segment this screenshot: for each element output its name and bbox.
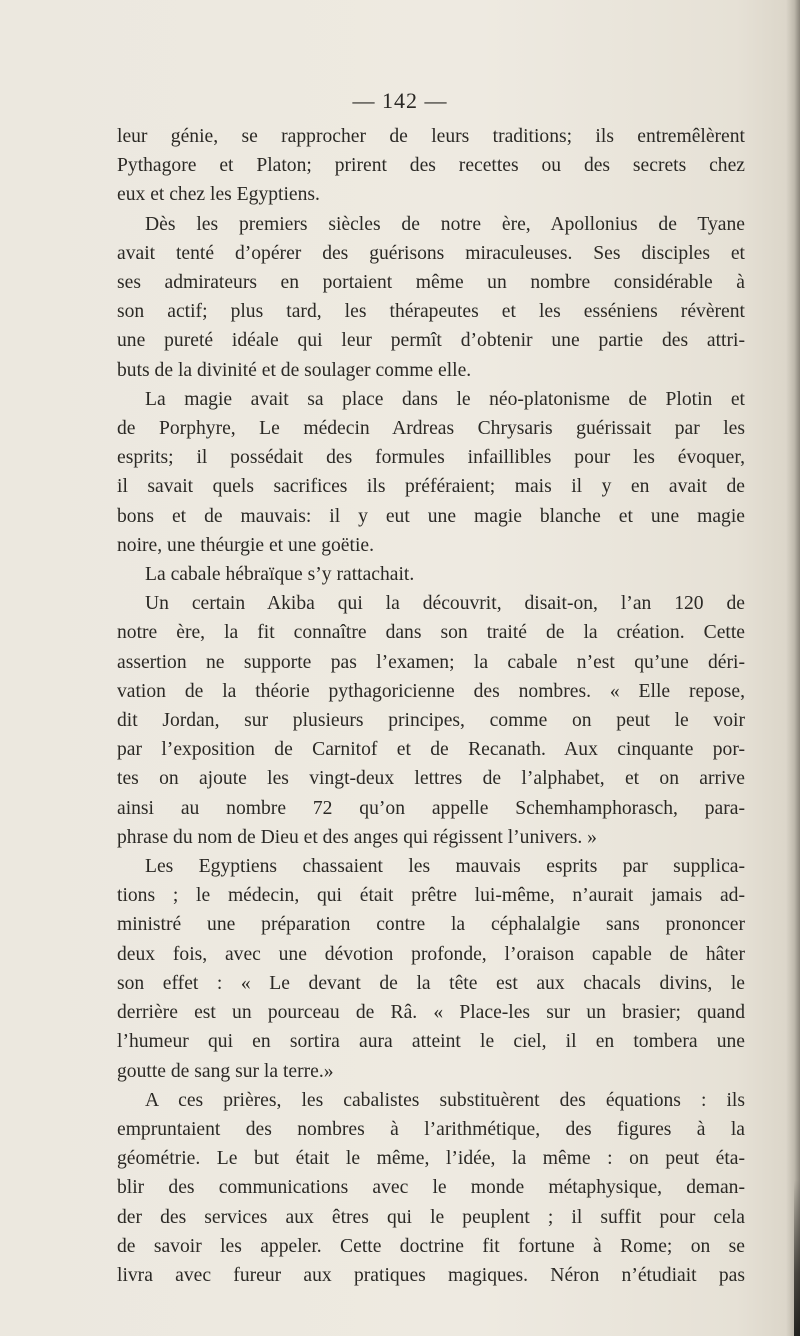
text-line: La cabale hébraïque s’y rattachait.	[145, 564, 415, 586]
page-edge-dark-corner	[794, 1180, 800, 1336]
text-line: dit Jordan, sur plusieurs principes, comme on peut le voir	[117, 710, 745, 732]
text-line: goutte de sang sur la terre.»	[117, 1060, 334, 1082]
page-number: — 142 —	[352, 88, 448, 113]
text-line: leur génie, se rapprocher de leurs traditions; ils entremêlèrent	[117, 126, 745, 147]
text-line: eux et chez les Egyptiens.	[117, 184, 320, 206]
text-line: bons et de mauvais: il y eut une magie blanche et une magie	[117, 505, 745, 527]
text-line: son effet : « Le devant de la tête est aux chacals divins, le	[117, 972, 745, 994]
text-line: il savait quels sacrifices ils préféraient; mais il y en avait de	[117, 476, 745, 498]
text-line: La magie avait sa place dans le néo-platonisme de Plotin et	[145, 388, 745, 410]
text-line: derrière est un pourceau de Râ. « Place-les sur un brasier; quand	[117, 1002, 745, 1024]
text-line: tes on ajoute les vingt-deux lettres de l’alphabet, et on arrive	[117, 768, 745, 790]
text-line: ses admirateurs en portaient même un nombre considérable à	[117, 272, 745, 294]
text-line: de savoir les appeler. Cette doctrine fit fortune à Rome; on se	[117, 1235, 745, 1257]
text-line: blir des communications avec le monde métaphysique, deman-	[117, 1177, 745, 1199]
text-line: par l’exposition de Carnitof et de Recanath. Aux cinquante por-	[117, 739, 745, 761]
text-line: A ces prières, les cabalistes substituèrent des équations : ils	[145, 1089, 745, 1111]
text-line: esprits; il possédait des formules infaillibles pour les évoquer,	[117, 447, 745, 469]
text-line: der des services aux êtres qui le peuplent ; il suffit pour cela	[117, 1206, 745, 1228]
text-line: ainsi au nombre 72 qu’on appelle Schemhamphorasch, para-	[117, 797, 745, 819]
text-line: Un certain Akiba qui la découvrit, disait-on, l’an 120 de	[145, 593, 745, 615]
text-line: livra avec fureur aux pratiques magiques. Néron n’étudiait pas	[117, 1264, 745, 1286]
text-line: assertion ne supporte pas l’examen; la cabale n’est qu’une déri-	[117, 651, 745, 673]
text-line: une pureté idéale qui leur permît d’obtenir une partie des attri-	[117, 330, 745, 352]
text-line: géométrie. Le but était le même, l’idée, la même : on peut éta-	[117, 1148, 745, 1170]
text-line: phrase du nom de Dieu et des anges qui régissent l’univers. »	[117, 826, 597, 848]
text-line: ministré une préparation contre la céphalalgie sans prononcer	[117, 914, 745, 936]
text-line: Pythagore et Platon; prirent des recettes ou des secrets chez	[117, 155, 745, 177]
text-line: deux fois, avec une dévotion profonde, l’oraison capable de hâter	[117, 943, 745, 965]
text-line: son actif; plus tard, les thérapeutes et les esséniens révèrent	[117, 301, 745, 323]
text-line: notre ère, la fit connaître dans son traité de la création. Cette	[117, 622, 745, 644]
body-text	[117, 122, 745, 1290]
text-line: de Porphyre, Le médecin Ardreas Chrysaris guérissait par les	[117, 418, 745, 440]
text-line: Les Egyptiens chassaient les mauvais esprits par supplica-	[145, 856, 745, 878]
page-edge-shadow	[786, 0, 800, 1336]
text-line: l’humeur qui en sortira aura atteint le ciel, il en tombera une	[117, 1031, 745, 1053]
text-line: vation de la théorie pythagoricienne des nombres. « Elle repose,	[117, 680, 745, 702]
text-line: avait tenté d’opérer des guérisons miraculeuses. Ses disciples et	[117, 242, 745, 264]
text-line: empruntaient des nombres à l’arithmétique, des figures à la	[117, 1118, 745, 1140]
text-line: Dès les premiers siècles de notre ère, Apollonius de Tyane	[145, 213, 745, 235]
text-line: tions ; le médecin, qui était prêtre lui-même, n’aurait jamais ad-	[117, 885, 745, 907]
text-line: noire, une théurgie et une goëtie.	[117, 534, 374, 556]
text-line: buts de la divinité et de soulager comme elle.	[117, 359, 472, 381]
